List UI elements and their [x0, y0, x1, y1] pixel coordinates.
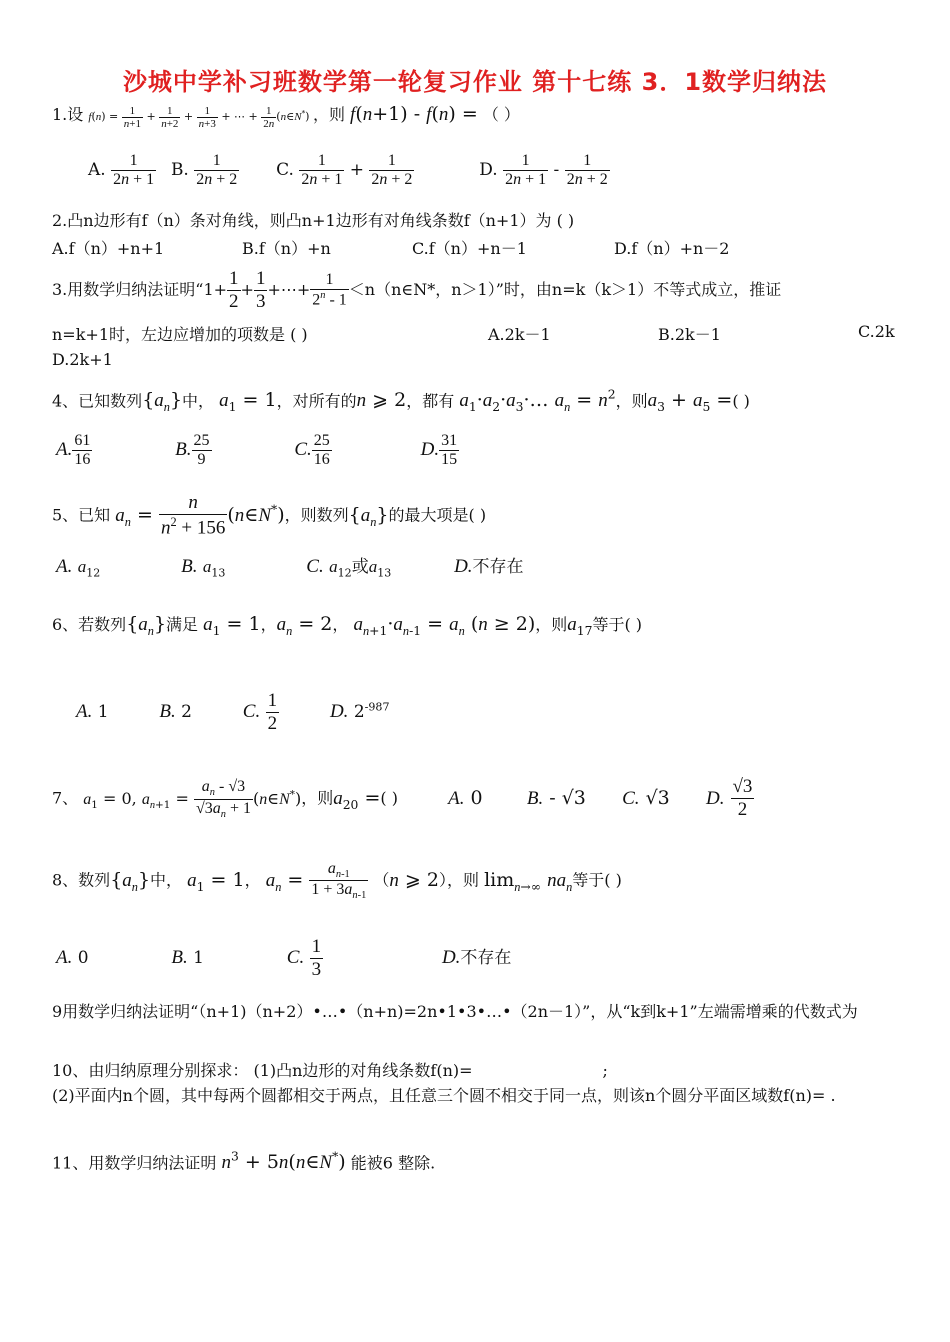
question-9: 9用数学归纳法证明“（n+1)（n+2）•…•（n+n)=2n•1•3•…•（2n－1）”，从“k到k+1”左端需增乘的代数式为 — [52, 1002, 858, 1021]
q1-label: 1.设 — [52, 105, 84, 124]
q1-formula: f(n) = $\frac{1}{n+1}$ + $\frac{1}{n+2}$ + $\frac{1}{n+3}$ + ⋯ + $\frac{1}{2n}$ (n∈N*) — [88, 104, 313, 130]
q3-option-c: C.2k — [858, 322, 895, 341]
question-8: 8、数列$\{a_n\}$中， $a_1 = 1$， $a_n$ = $\frac{a_{n-1}}{1 + 3a_{n-1}}$ （n ⩾ 2），则 $\lim_{n\to\infty} na_n$等于( ) — [52, 860, 622, 902]
q2-option-a: A.f（n）+n+1 — [52, 239, 165, 258]
question-11: 11、用数学归纳法证明 $n^3$ + 5n(n∈N*) 能被6 整除. — [52, 1150, 436, 1174]
question-2: 2.凸n边形有f（n）条对角线，则凸n+1边形有对角线条数f（n+1）为 ( ) — [52, 211, 575, 230]
q3-option-d: D.2k+1 — [52, 350, 113, 369]
question-3: 3.用数学归纳法证明“1+ $\frac{1}{2}$ + $\frac{1}{3}$ +⋯+ $\frac{1}{2^n - 1}$ ＜n（n∈N*，n＞1）”时，由n=k（k＞1）不等式成立，推证 — [52, 268, 782, 312]
question-7: 7、 $a_1 = 0$, $a_{n+1}$ = $\frac{a_n - √3}{√3a_n + 1}$ (n∈N*)，则$a_{20}$ =( ) A. 0 B. - √3 C. √3 D. $\frac{√3}{2}$ — [52, 776, 753, 820]
q3-option-b: B.2k－1 — [658, 325, 721, 344]
q2-option-b: B.f（n）+n — [242, 239, 331, 258]
question-10-part-2: (2)平面内n个圆，其中每两个圆都相交于两点，且任意三个圆不相交于同一点，则该n个圆分平面区域数f(n)= . — [52, 1086, 836, 1105]
q3-option-a: A.2k－1 — [488, 325, 551, 344]
question-1: 1.设 f(n) = $\frac{1}{n+1}$ + $\frac{1}{n+2}$ + $\frac{1}{n+3}$ + ⋯ + $\frac{1}{2n}$ (n∈N*) ，则 f(n+1) - f(n) = （ ） — [52, 103, 520, 130]
q2-option-c: C.f（n）+n－1 — [412, 239, 527, 258]
q5-options: A. $a_{12}$ B. $a_{13}$ C. $a_{12}$或$a_{13}$ D.不存在 — [56, 556, 524, 580]
question-6: 6、若数列$\{a_n\}$满足 $a_1 = 1$，$a_n = 2$， $a_{n+1}\cdot a_{n-1} = a_n$ (n ≥ 2)，则$a_{17}$等于( ) — [52, 613, 643, 638]
q6-options: A. 1 B. 2 C. $\frac{1}{2}$ D. $2^{-987}$ — [76, 690, 390, 734]
question-4: 4、已知数列$\{a_n\}$中， $a_1 = 1$，对所有的n ⩾ 2，都有 $a_1\cdot a_2\cdot a_3\cdot\dots$ $a_n = n^2$，则$a_3 + a_5$ =( ) — [52, 388, 750, 415]
question-10-part-1: 10、由归纳原理分别探求： (1)凸n边形的对角线条数f(n)= ; — [52, 1061, 608, 1080]
q8-options: A. 0 B. 1 C. $\frac{1}{3}$ D.不存在 — [56, 936, 512, 980]
q2-option-d: D.f（n）+n－2 — [614, 239, 730, 258]
question-5: 5、已知 $a_n$ = $\frac{n}{n^2 + 156}$ (n∈N*)，则数列$\{a_n\}$的最大项是( ) — [52, 492, 487, 539]
q3-line-2: n=k+1时，左边应增加的项数是 ( ) — [52, 325, 308, 344]
q1-options: A. $\frac{1}{2n + 1}$ B. $\frac{1}{2n + 2}$ C. $\frac{1}{2n + 1}$ + $\frac{1}{2n + 2}$ D. $\frac{1}{2n + 1}$ - $\frac{1}{2n + 2}$ — [88, 152, 608, 188]
page-title: 沙城中学补习班数学第一轮复习作业 第十七练 3．1数学归纳法 — [122, 68, 828, 96]
q1-expression: f(n+1) - f(n) = — [350, 103, 478, 125]
q4-options: A. $\frac{61}{16}$ B. $\frac{25}{9}$ C. $\frac{25}{16}$ D. $\frac{31}{15}$ — [56, 432, 458, 468]
